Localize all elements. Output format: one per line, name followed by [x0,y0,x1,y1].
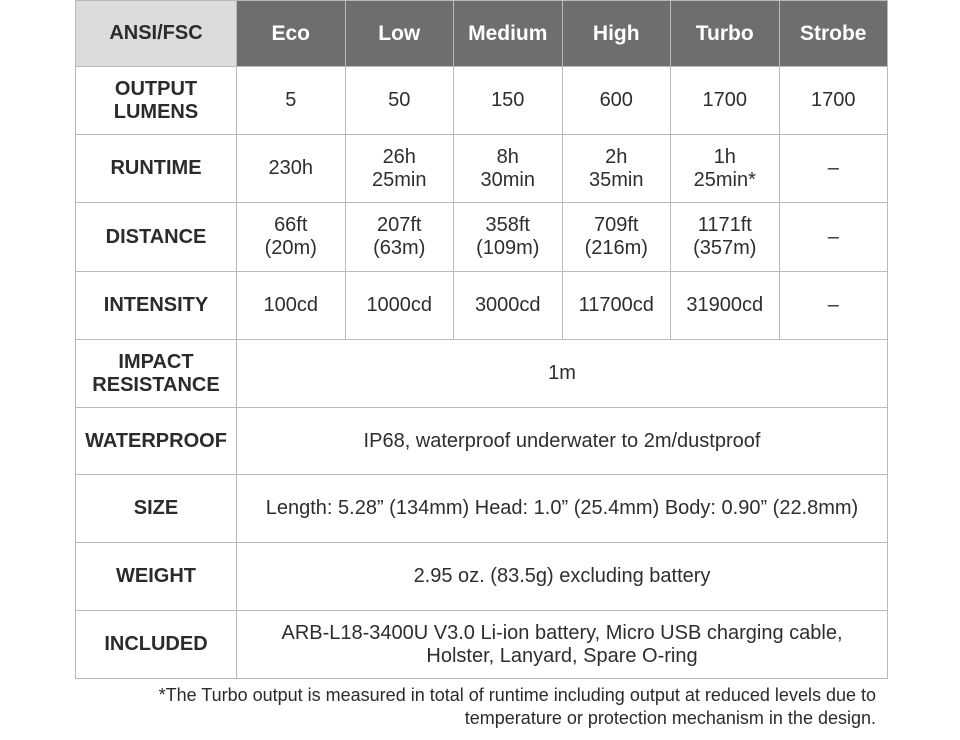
row-intensity [76,272,888,340]
cell-line: 358ft [485,214,530,236]
label-line: IMPACT [118,350,194,373]
header-row [76,1,888,67]
row-distance [76,203,888,272]
cell-distance-strobe [779,203,888,272]
mode-header-high: High [562,1,671,67]
cell-line: 230h [268,157,313,179]
mode-header-strobe: Strobe [779,1,888,67]
cell-line: 2h [605,145,628,168]
row-included [76,611,888,679]
row-label-waterproof: WATERPROOF [76,408,237,475]
row-label-included: INCLUDED [76,611,237,679]
cell-impact-resistance: 1m [237,340,888,408]
cell-runtime-eco [237,135,346,203]
mode-header-low: Low [345,1,454,67]
cell-line: 25min [372,168,427,191]
cell-line: 709ft [594,214,639,236]
row-label-impact-resistance [76,340,237,408]
cell-runtime-strobe [779,135,888,203]
cell-output-eco: 5 [237,67,346,135]
footnote-line: temperature or protection mechanism in the design. [464,708,876,728]
cell-line: (216m) [584,237,648,259]
cell-line: 1171ft [697,214,752,236]
cell-waterproof: IP68, waterproof underwater to 2m/dustproof [237,408,888,475]
row-weight [76,543,888,611]
cell-runtime-medium [454,135,563,203]
row-impact-resistance [76,340,888,408]
row-size [76,475,888,543]
cell-line: Holster, Lanyard, Spare O-ring [426,644,698,667]
cell-line: 30min [480,168,535,191]
row-label-output-lumens [76,67,237,135]
cell-intensity-eco: 100cd [237,272,346,340]
cell-weight: 2.95 oz. (83.5g) excluding battery [237,543,888,611]
cell-intensity-strobe: – [779,272,888,340]
cell-line: 66ft [274,214,308,236]
cell-intensity-high: 11700cd [562,272,671,340]
row-output-lumens [76,67,888,135]
mode-header-eco: Eco [237,1,346,67]
cell-line: (20m) [264,237,317,259]
cell-line: 207ft [377,214,422,236]
cell-line: – [827,225,839,248]
label-line: LUMENS [113,100,199,123]
cell-distance-eco [237,203,346,272]
cell-included [237,611,888,679]
cell-output-medium: 150 [454,67,563,135]
cell-intensity-low: 1000cd [345,272,454,340]
cell-line: ARB-L18-3400U V3.0 Li-ion battery, Micro USB charging cable, [281,621,843,644]
row-label-intensity: INTENSITY [76,272,237,340]
turbo-footnote [116,684,876,730]
cell-runtime-high [562,135,671,203]
cell-line: 25min* [693,168,756,191]
cell-distance-turbo [671,203,780,272]
row-runtime [76,135,888,203]
cell-runtime-low [345,135,454,203]
cell-distance-high [562,203,671,272]
cell-line: 26h [382,145,416,168]
spec-table [75,0,888,679]
cell-line: 35min [589,168,644,191]
cell-output-turbo: 1700 [671,67,780,135]
header-ansi-fsc: ANSI/FSC [76,1,237,67]
row-label-weight: WEIGHT [76,543,237,611]
cell-runtime-turbo [671,135,780,203]
cell-intensity-turbo: 31900cd [671,272,780,340]
cell-line: (357m) [693,237,757,259]
mode-header-medium: Medium [454,1,563,67]
cell-line: – [827,157,839,179]
cell-line: (63m) [373,237,426,259]
cell-distance-medium [454,203,563,272]
footnote-line: *The Turbo output is measured in total of runtime including output at reduced levels due to [158,685,876,705]
row-label-distance: DISTANCE [76,203,237,272]
label-line: OUTPUT [114,77,198,100]
label-line: RESISTANCE [92,373,220,396]
row-label-runtime: RUNTIME [76,135,237,203]
cell-line: 1h [713,145,736,168]
mode-header-turbo: Turbo [671,1,780,67]
cell-line: 8h [496,145,519,168]
row-label-size: SIZE [76,475,237,543]
cell-output-strobe: 1700 [779,67,888,135]
cell-distance-low [345,203,454,272]
cell-size: Length: 5.28” (134mm) Head: 1.0” (25.4mm) Body: 0.90” (22.8mm) [237,475,888,543]
cell-output-low: 50 [345,67,454,135]
cell-output-high: 600 [562,67,671,135]
cell-intensity-medium: 3000cd [454,272,563,340]
row-waterproof [76,408,888,475]
cell-line: (109m) [476,237,540,259]
